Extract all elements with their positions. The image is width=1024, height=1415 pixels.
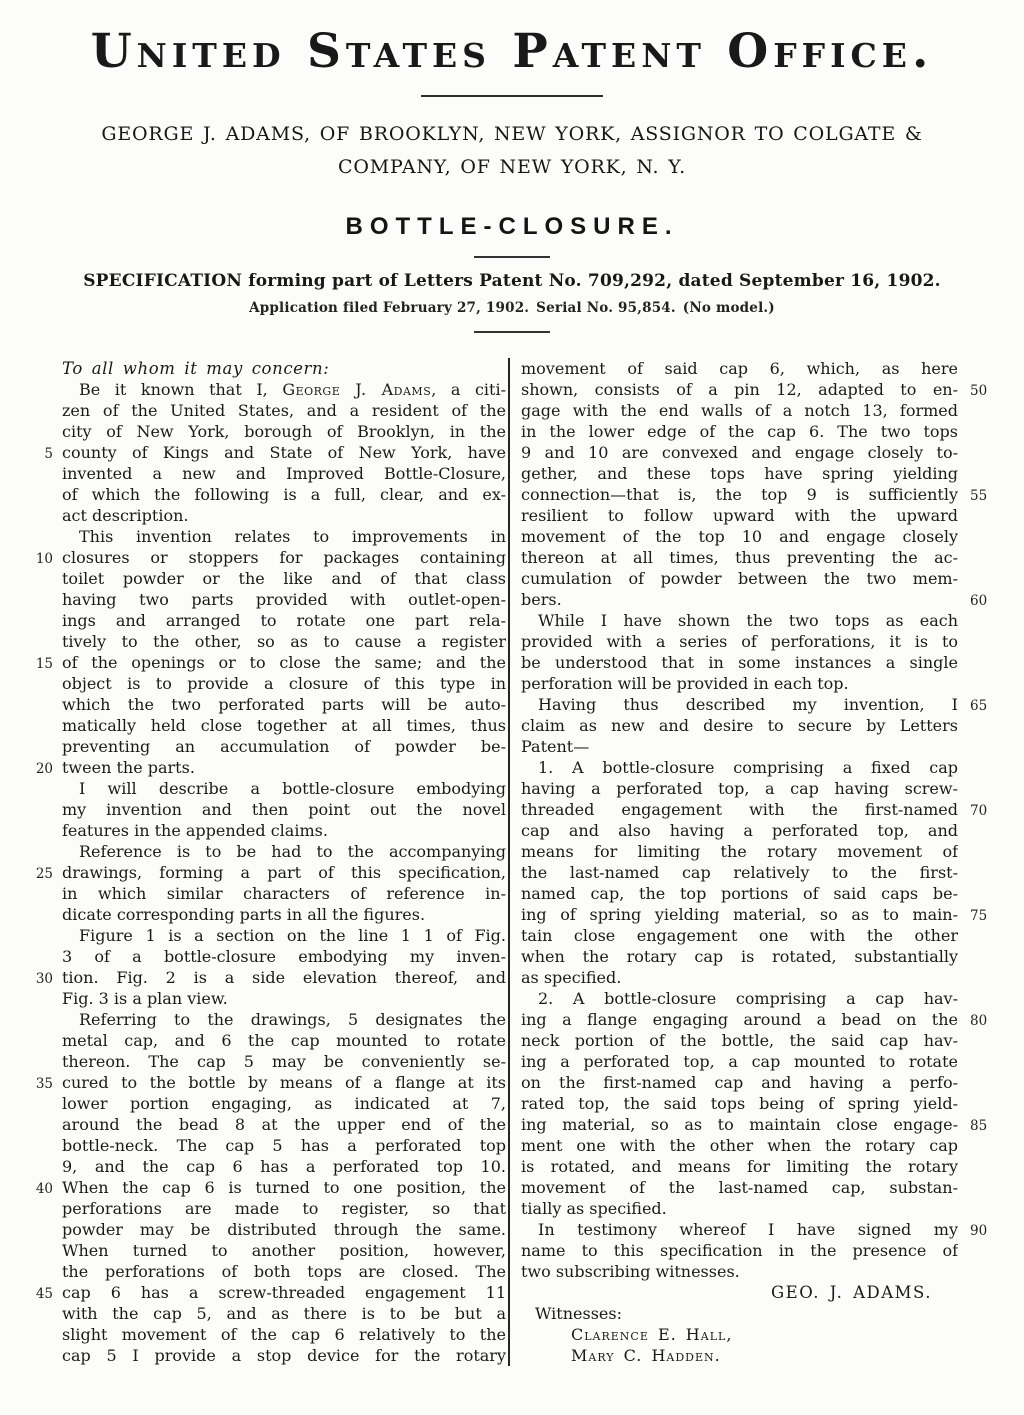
text-row: [521, 1345, 994, 1366]
text-line: While I have shown the two tops as each: [538, 611, 958, 630]
text-line: the last-named cap relatively to the first-: [521, 863, 958, 882]
text-line: perforation will be provided in each top.: [521, 674, 849, 693]
text-line: Witnesses:: [535, 1304, 622, 1323]
text-row: [521, 715, 994, 736]
text-row: [521, 757, 994, 778]
text-line: in the lower edge of the cap 6. The two tops: [521, 422, 958, 441]
text-row: [521, 526, 994, 547]
text-line: two subscribing witnesses.: [521, 1262, 740, 1281]
text-line: city of New York, borough of Brooklyn, in the: [62, 422, 506, 441]
text-row: [30, 1177, 506, 1198]
specification-line: [30, 271, 994, 291]
text-row: [30, 820, 506, 841]
text-line: preventing an accumulation of powder be-: [62, 737, 506, 756]
text-row: [30, 631, 506, 652]
text-row: [521, 925, 994, 946]
line-number: 20: [35, 761, 53, 777]
text-row: [30, 505, 506, 526]
text-line: dicate corresponding parts in all the figures.: [62, 905, 426, 924]
text-row: [30, 967, 506, 988]
text-row: [521, 421, 994, 442]
specification-segment: .: [934, 271, 941, 291]
text-line: bers.: [521, 590, 562, 609]
text-row: [521, 400, 994, 421]
text-line: ing of spring yielding material, so as to main-: [521, 905, 958, 924]
right-column: [510, 358, 994, 1366]
text-row: [521, 967, 994, 988]
text-line: perforations are made to register, so that: [62, 1199, 506, 1218]
text-row: [521, 1303, 994, 1324]
text-line: shown, consists of a pin 12, adapted to en-: [521, 380, 958, 399]
text-line: with the cap 5, and as there is to be but a: [62, 1304, 506, 1323]
text-line: Having thus described my invention, I: [538, 695, 958, 714]
text-line: GEO. J. ADAMS.: [770, 1283, 932, 1302]
text-row: [521, 736, 994, 757]
text-row: [521, 841, 994, 862]
text-line: which the two perforated parts will be auto-: [62, 695, 506, 714]
text-line: resilient to follow upward with the upward: [521, 506, 958, 525]
text-row: [30, 799, 506, 820]
text-row: [521, 862, 994, 883]
text-row: [30, 610, 506, 631]
application-line: Application filed February 27, 1902. Serial No. 95,854. (No model.): [249, 300, 775, 316]
text-row: [30, 841, 506, 862]
text-row: [30, 358, 506, 379]
text-row: [521, 1135, 994, 1156]
text-row: [521, 904, 994, 925]
text-row: [30, 736, 506, 757]
text-line: tween the parts.: [62, 758, 195, 777]
text-line: having a perforated top, a cap having screw-: [521, 779, 958, 798]
text-row: [521, 1282, 994, 1303]
text-row: [521, 778, 994, 799]
text-line: When the cap 6 is turned to one position, the: [62, 1178, 506, 1197]
text-row: [30, 757, 506, 778]
line-number: 25: [35, 866, 53, 882]
line-number: 70: [970, 803, 988, 819]
small-caps-name: George J. Adams: [282, 380, 432, 399]
text-row: [521, 1051, 994, 1072]
text-row: [521, 694, 994, 715]
text-line: of the openings or to close the same; and the: [62, 653, 506, 672]
line-number: 60: [970, 593, 988, 609]
text-line: connection—that is, the top 9 is sufficiently: [521, 485, 958, 504]
text-line: powder may be distributed through the same.: [62, 1220, 506, 1239]
text-row: [521, 1009, 994, 1030]
text-row: [30, 673, 506, 694]
line-number: 75: [970, 908, 988, 924]
text-line: Reference is to be had to the accompanying: [79, 842, 506, 861]
text-row: [30, 1282, 506, 1303]
header-divider-rule: [421, 95, 603, 97]
text-line: movement of the last-named cap, substan-: [521, 1178, 958, 1197]
text-row: [30, 715, 506, 736]
text-line: of which the following is a full, clear, and ex-: [62, 485, 506, 504]
text-line: Fig. 3 is a plan view.: [62, 989, 228, 1008]
text-row: [30, 1009, 506, 1030]
text-segment: Be it known that I,: [79, 380, 283, 399]
text-row: [30, 1219, 506, 1240]
text-line: on the first-named cap and having a perfo-: [521, 1073, 958, 1092]
text-row: [30, 988, 506, 1009]
text-row: [30, 1198, 506, 1219]
text-row: [30, 1324, 506, 1345]
text-line: Figure 1 is a section on the line 1 1 of Fig.: [79, 926, 506, 945]
text-line: I will describe a bottle-closure embodying: [79, 779, 506, 798]
text-line: This invention relates to improvements in: [79, 527, 506, 546]
text-row: [30, 1240, 506, 1261]
text-row: [521, 1261, 994, 1282]
text-row: [30, 1261, 506, 1282]
text-row: [521, 1156, 994, 1177]
text-row: [30, 1114, 506, 1135]
text-line: threaded engagement with the first-named: [521, 800, 958, 819]
text-row: [521, 442, 994, 463]
text-line: bottle-neck. The cap 5 has a perforated top: [62, 1136, 506, 1155]
text-line: ings and arranged to rotate one part rela-: [62, 611, 506, 630]
line-number: 10: [35, 551, 53, 567]
left-column: [30, 358, 506, 1366]
text-line: 9, and the cap 6 has a perforated top 10.: [62, 1157, 506, 1176]
byline-line-1: GEORGE J. ADAMS, OF BROOKLYN, NEW YORK, ASSIGNOR TO COLGATE &: [101, 123, 923, 145]
text-line: when the rotary cap is rotated, substantially: [521, 947, 958, 966]
text-row: [30, 946, 506, 967]
text-row: [521, 946, 994, 967]
text-line: When turned to another position, however,: [62, 1241, 506, 1260]
line-number: 30: [35, 971, 53, 987]
text-line: ing a perforated top, a cap mounted to rotate: [521, 1052, 958, 1071]
text-line: Referring to the drawings, 5 designates the: [79, 1010, 506, 1029]
text-row: [521, 1198, 994, 1219]
text-line: provided with a series of perforations, it is to: [521, 632, 958, 651]
text-row: [521, 589, 994, 610]
text-row: [521, 1072, 994, 1093]
text-row: [30, 379, 506, 400]
text-line: Clarence E. Hall,: [571, 1325, 733, 1344]
text-line: tively to the other, so as to cause a register: [62, 632, 506, 651]
text-line: my invention and then point out the novel: [62, 800, 506, 819]
text-line: rated top, the said tops being of spring yield-: [521, 1094, 958, 1113]
text-line: zen of the United States, and a resident of the: [62, 401, 506, 420]
text-line: ing material, so as to maintain close engage-: [521, 1115, 958, 1134]
line-number: 55: [970, 488, 988, 504]
text-row: [521, 1093, 994, 1114]
text-row: [521, 505, 994, 526]
text-row: [521, 1030, 994, 1051]
text-line: To all whom it may concern:: [62, 359, 330, 378]
text-line: Patent—: [521, 737, 590, 756]
text-line: 1. A bottle-closure comprising a fixed cap: [538, 758, 958, 777]
text-row: [521, 463, 994, 484]
text-row: [30, 862, 506, 883]
text-row: [30, 547, 506, 568]
text-line: is rotated, and means for limiting the rotary: [521, 1157, 958, 1176]
text-line: ing a flange engaging around a bead on the: [521, 1010, 958, 1029]
text-line: cured to the bottle by means of a flange at its: [62, 1073, 506, 1092]
invention-title: BOTTLE-CLOSURE.: [345, 213, 679, 240]
text-row: [30, 652, 506, 673]
text-row: [521, 988, 994, 1009]
text-line: matically held close together at all times, thus: [62, 716, 506, 735]
text-line: 9 and 10 are convexed and engage closely to-: [521, 443, 958, 462]
text-line: closures or stoppers for packages containing: [62, 548, 506, 567]
text-row: [30, 400, 506, 421]
text-line: name to this specification in the presence of: [521, 1241, 958, 1260]
text-row: [521, 484, 994, 505]
specification-segment: forming part of Letters Patent No.: [242, 271, 588, 291]
patentee-byline: [30, 118, 994, 184]
text-line: tion. Fig. 2 is a side elevation thereof, and: [62, 968, 506, 987]
text-row: [521, 1114, 994, 1135]
text-line: in which similar characters of reference in-: [62, 884, 506, 903]
text-row: [30, 568, 506, 589]
specification-divider-rule: [474, 331, 550, 333]
text-line: neck portion of the bottle, the said cap hav-: [521, 1031, 958, 1050]
line-number: 40: [35, 1181, 53, 1197]
text-row: [521, 1177, 994, 1198]
text-row: [521, 1240, 994, 1261]
text-row: [521, 673, 994, 694]
text-line: be understood that in some instances a single: [521, 653, 958, 672]
text-row: [30, 463, 506, 484]
specification-segment: 709,292: [587, 271, 667, 291]
text-row: [521, 610, 994, 631]
text-row: [521, 820, 994, 841]
title-divider-rule: [474, 256, 550, 258]
text-row: [30, 883, 506, 904]
line-number: 85: [970, 1118, 988, 1134]
text-line: having two parts provided with outlet-open-: [62, 590, 506, 609]
specification-segment: September 16, 1902: [739, 271, 935, 291]
text-line: invented a new and Improved Bottle-Closure,: [62, 464, 506, 483]
text-line: cap 5 I provide a stop device for the rotary: [62, 1346, 506, 1365]
text-line: claim as new and desire to secure by Letters: [521, 716, 958, 735]
text-line: cap 6 has a screw-threaded engagement 11: [62, 1283, 506, 1302]
line-number: 50: [970, 383, 988, 399]
text-line: metal cap, and 6 the cap mounted to rotate: [62, 1031, 506, 1050]
text-row: [30, 1051, 506, 1072]
text-line: 2. A bottle-closure comprising a cap hav-: [538, 989, 958, 1008]
text-row: [521, 631, 994, 652]
byline-line-2: COMPANY, OF NEW YORK, N. Y.: [338, 156, 686, 178]
text-line: features in the appended claims.: [62, 821, 328, 840]
line-number: 90: [970, 1223, 988, 1239]
text-row: [521, 379, 994, 400]
text-line: lower portion engaging, as indicated at 7,: [62, 1094, 506, 1113]
text-line: cap and also having a perforated top, and: [521, 821, 958, 840]
page-title: United States Patent Office.: [90, 24, 934, 79]
text-line: around the bead 8 at the upper end of the: [62, 1115, 506, 1134]
text-line: slight movement of the cap 6 relatively to the: [62, 1325, 506, 1344]
text-row: [521, 799, 994, 820]
line-number: 45: [35, 1286, 53, 1302]
specification-segment: , dated: [666, 271, 740, 291]
text-line: the perforations of both tops are closed. The: [62, 1262, 506, 1281]
line-number: 35: [35, 1076, 53, 1092]
text-row: [521, 568, 994, 589]
text-line: as specified.: [521, 968, 622, 987]
specification-segment: SPECIFICATION: [83, 271, 243, 291]
text-line: means for limiting the rotary movement of: [521, 842, 958, 861]
text-line: [62, 379, 506, 400]
line-number: 65: [970, 698, 988, 714]
text-row: [521, 1324, 994, 1345]
text-row: [30, 904, 506, 925]
text-line: gage with the end walls of a notch 13, formed: [521, 401, 958, 420]
text-row: [521, 547, 994, 568]
text-line: named cap, the top portions of said caps be-: [521, 884, 958, 903]
text-row: [30, 1093, 506, 1114]
text-row: [521, 1219, 994, 1240]
text-row: [30, 694, 506, 715]
line-number: 15: [35, 656, 53, 672]
text-line: drawings, forming a part of this specification,: [62, 863, 506, 882]
text-row: [30, 1303, 506, 1324]
text-row: [30, 1030, 506, 1051]
text-line: movement of the top 10 and engage closely: [521, 527, 958, 546]
text-line: tain close engagement one with the other: [521, 926, 958, 945]
text-row: [521, 652, 994, 673]
text-line: act description.: [62, 506, 189, 525]
text-row: [30, 442, 506, 463]
text-row: [30, 1135, 506, 1156]
line-number: 80: [970, 1013, 988, 1029]
text-line: tially as specified.: [521, 1199, 667, 1218]
text-row: [521, 883, 994, 904]
text-line: 3 of a bottle-closure embodying my inven-: [62, 947, 506, 966]
text-line: In testimony whereof I have signed my: [538, 1220, 958, 1239]
text-line: gether, and these tops have spring yielding: [521, 464, 958, 483]
line-number: 5: [44, 446, 53, 462]
text-line: thereon at all times, thus preventing the ac-: [521, 548, 958, 567]
text-line: movement of said cap 6, which, as here: [521, 359, 958, 378]
text-line: ment one with the other when the rotary cap: [521, 1136, 958, 1155]
text-line: county of Kings and State of New York, have: [62, 443, 506, 462]
text-columns: [30, 358, 994, 1366]
text-row: [30, 1345, 506, 1366]
text-row: [30, 526, 506, 547]
text-row: [521, 358, 994, 379]
text-row: [30, 1156, 506, 1177]
text-row: [30, 925, 506, 946]
text-line: object is to provide a closure of this type in: [62, 674, 506, 693]
text-line: Mary C. Hadden.: [571, 1346, 721, 1365]
text-row: [30, 1072, 506, 1093]
text-row: [30, 589, 506, 610]
text-row: [30, 484, 506, 505]
text-row: [30, 421, 506, 442]
text-line: cumulation of powder between the two mem-: [521, 569, 958, 588]
text-row: [30, 778, 506, 799]
text-segment: , a citi-: [431, 380, 506, 399]
text-line: thereon. The cap 5 may be conveniently se-: [62, 1052, 506, 1071]
text-line: toilet powder or the like and of that class: [62, 569, 506, 588]
